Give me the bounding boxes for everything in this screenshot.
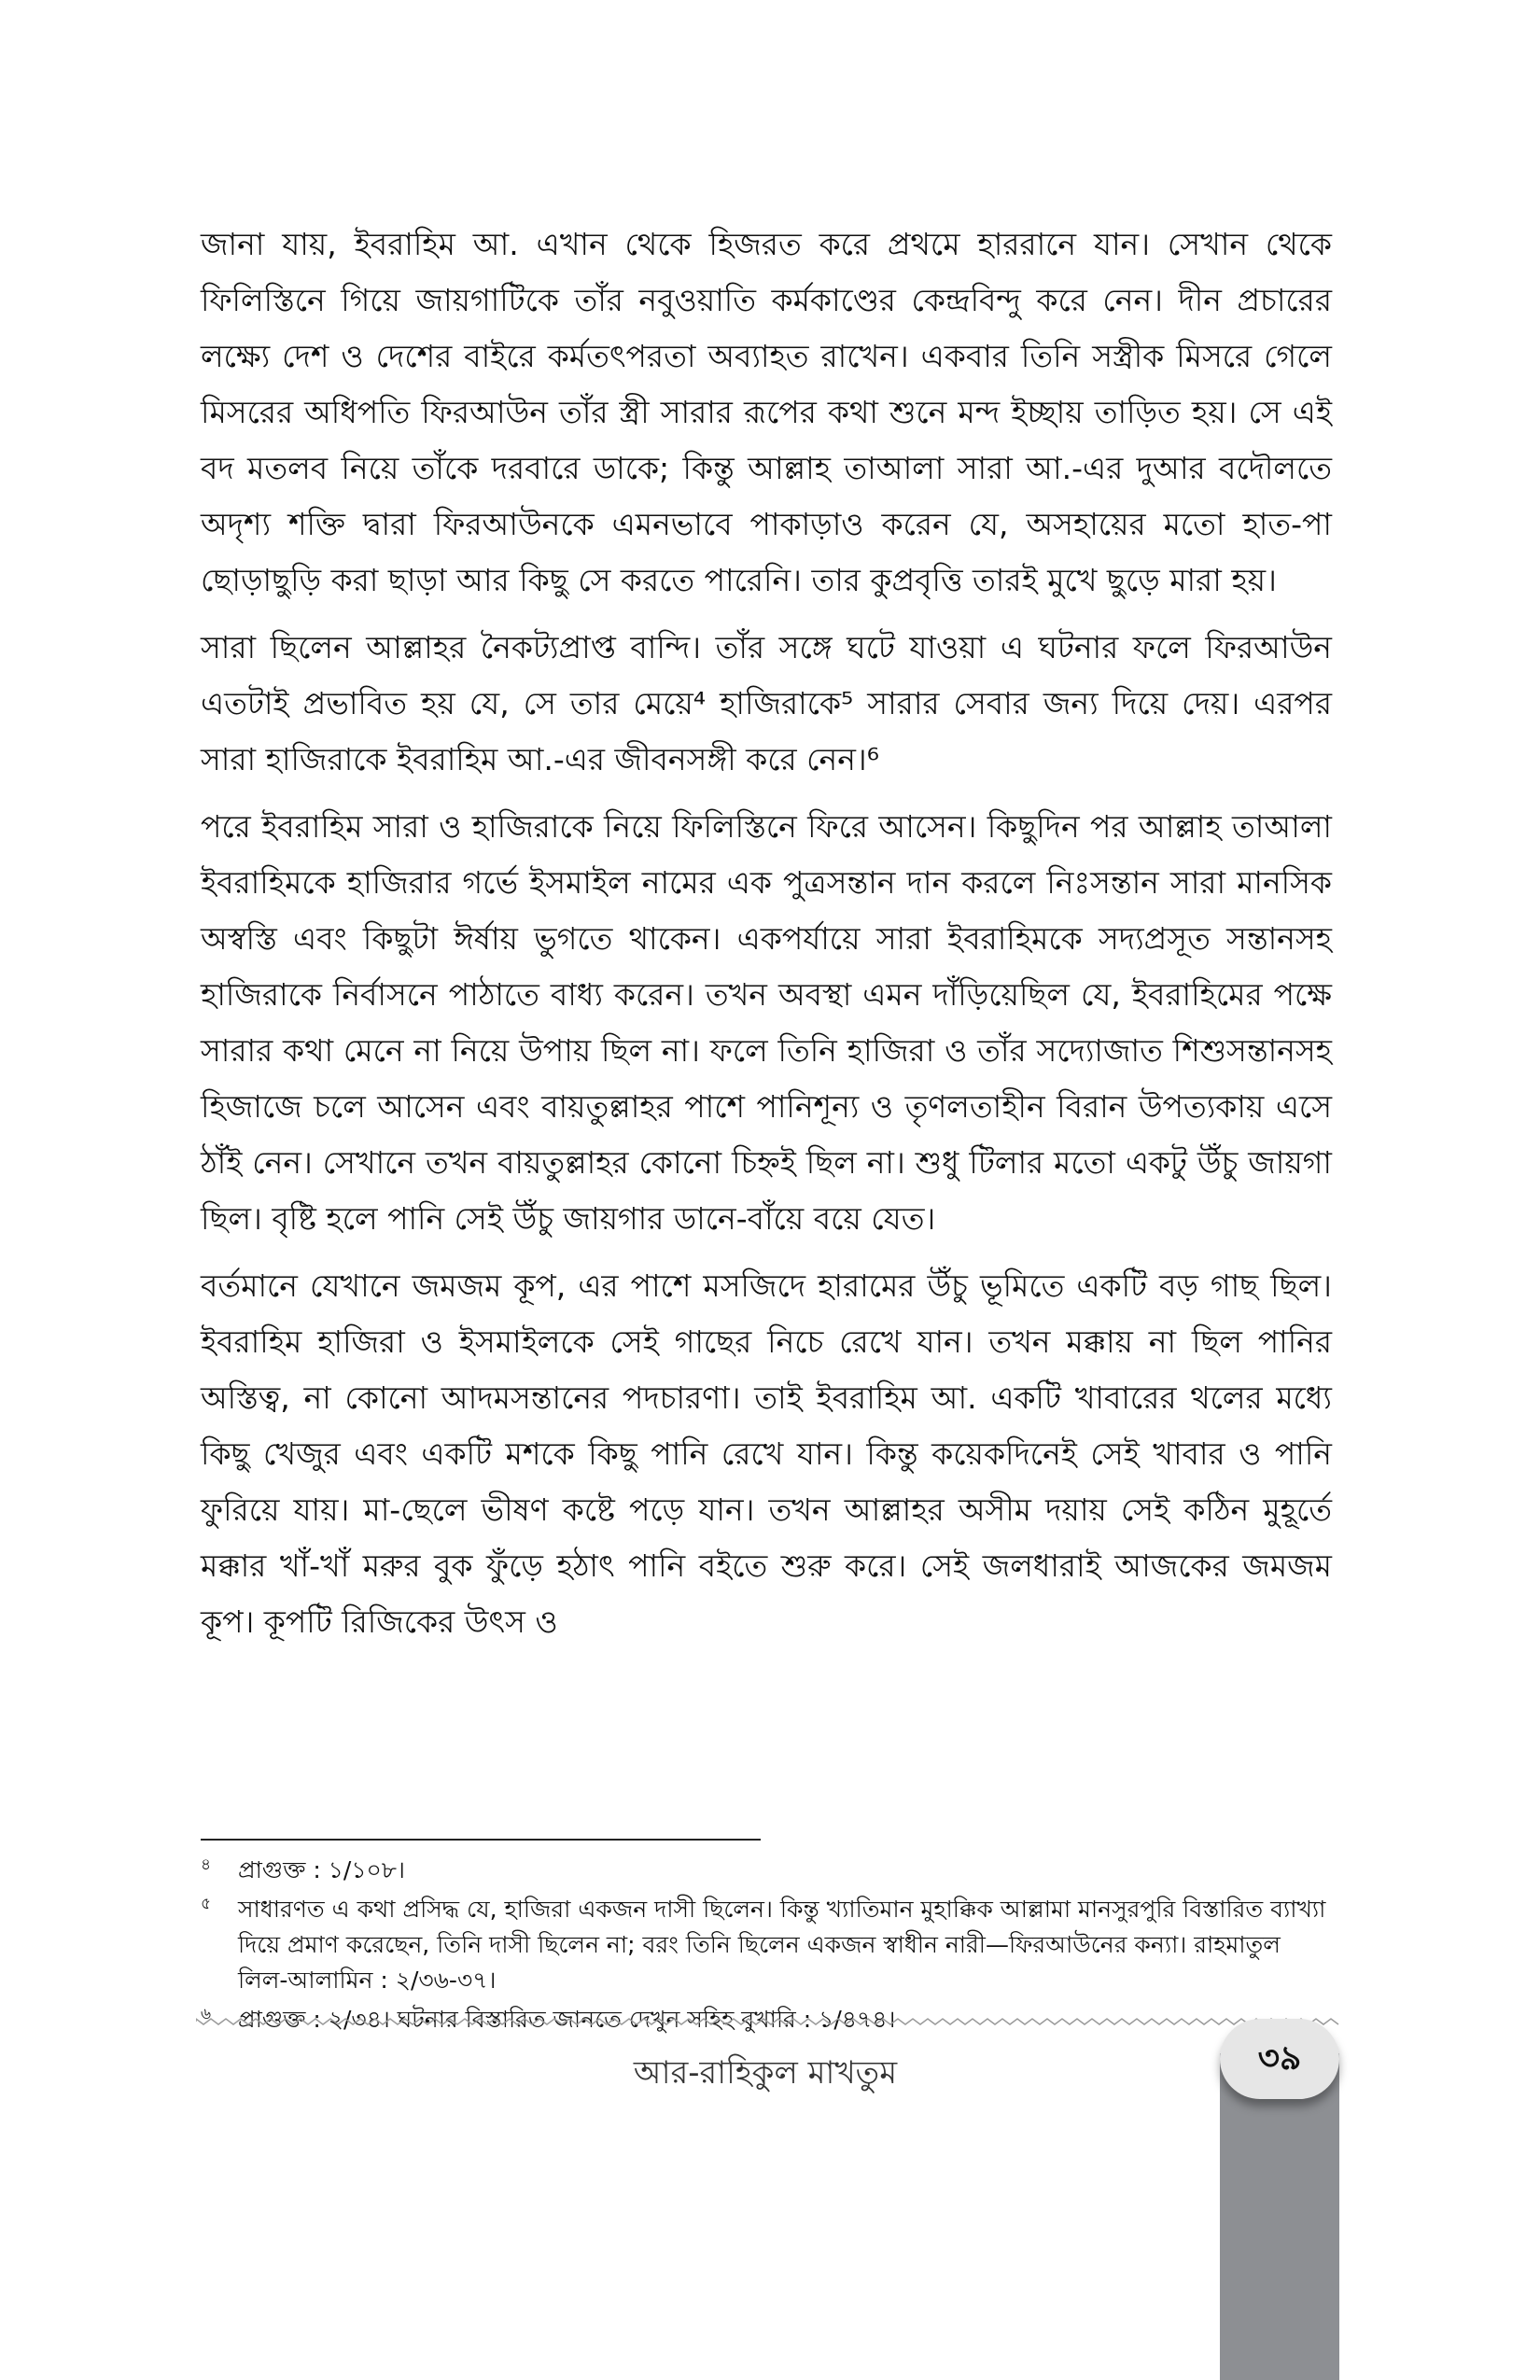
footnote-number: ৬	[201, 2005, 212, 2023]
footnote-text: প্রাগুক্ত : ২/৩৪। ঘটনার বিস্তারিত জানতে দেখুন সহিহ বুখারি : ১/৪৭৪।	[238, 2006, 896, 2033]
paragraph: সারা ছিলেন আল্লাহর নৈকট্যপ্রাপ্ত বান্দি। তাঁর সঙ্গে ঘটে যাওয়া এ ঘটনার ফলে ফিরআউন এতটাই প্রভাবিত হয় যে, সে তার মেয়ে⁴ হাজিরাকে⁵ সারার সেবার জন্য দিয়ে দেয়। এরপর সারা হাজিরাকে ইবরাহিম আ.-এর জীবনসঙ্গী করে নেন।⁶	[201, 629, 1332, 777]
body-text	[201, 217, 1332, 1661]
footnote-text: প্রাগুক্ত : ১/১০৮।	[238, 1856, 405, 1883]
paragraph: বর্তমানে যেখানে জমজম কূপ, এর পাশে মসজিদে হারামের উঁচু ভূমিতে একটি বড় গাছ ছিল। ইবরাহিম হাজিরা ও ইসমাইলকে সেই গাছের নিচে রেখে যান। তখন মক্কায় না ছিল পানির অস্তিত্ব, না কোনো আদমসন্তানের পদচারণা। তাই ইবরাহিম আ. একটি খাবারের থলের মধ্যে কিছু খেজুর এবং একটি মশকে কিছু পানি রেখে যান। কিন্তু কয়েকদিনেই সেই খাবার ও পানি ফুরিয়ে যায়। মা-ছেলে ভীষণ কষ্টে পড়ে যান। তখন আল্লাহর অসীম দয়ায় সেই কঠিন মুহূর্তে মক্কার খাঁ-খাঁ মরুর বুক ফুঁড়ে হঠাৎ পানি বইতে শুরু করে। সেই জলধারাই আজকের জমজম কূপ। কূপটি রিজিকের উৎস ও	[201, 1267, 1332, 1640]
running-footer-title: আর-রাহিকুল মাখতুম	[633, 2054, 898, 2092]
footnote-text: সাধারণত এ কথা প্রসিদ্ধ যে, হাজিরা একজন দাসী ছিলেন। কিন্তু খ্যাতিমান মুহাক্কিক আল্লামা মানসুরপুরি বিস্তারিত ব্যাখ্যা দিয়ে প্রমাণ করেছেন, তিনি দাসী ছিলেন না; বরং তিনি ছিলেন একজন স্বাধীন নারী—ফিরআউনের কন্যা। রাহমাতুল লিল-আলামিন : ২/৩৬-৩৭।	[238, 1896, 1326, 1994]
footnote	[201, 1892, 1332, 1998]
footnote-number: ৪	[201, 1855, 212, 1874]
wavy-divider	[196, 2016, 1339, 2027]
paragraph: পরে ইবরাহিম সারা ও হাজিরাকে নিয়ে ফিলিস্তিনে ফিরে আসেন। কিছুদিন পর আল্লাহ তাআলা ইবরাহিমকে হাজিরার গর্ভে ইসমাইল নামের এক পুত্রসন্তান দান করলে নিঃসন্তান সারা মানসিক অস্বস্তি এবং কিছুটা ঈর্ষায় ভুগতে থাকেন। একপর্যায়ে সারা ইবরাহিমকে সদ্যপ্রসূত সন্তানসহ হাজিরাকে নির্বাসনে পাঠাতে বাধ্য করেন। তখন অবস্থা এমন দাঁড়িয়েছিল যে, ইবরাহিমের পক্ষে সারার কথা মেনে না নিয়ে উপায় ছিল না। ফলে তিনি হাজিরা ও তাঁর সদ্যোজাত শিশুসন্তানসহ হিজাজে চলে আসেন এবং বায়তুল্লাহর পাশে পানিশূন্য ও তৃণলতাহীন বিরান উপত্যকায় এসে ঠাঁই নেন। সেখানে তখন বায়তুল্লাহর কোনো চিহ্নই ছিল না। শুধু টিলার মতো একটু উঁচু জায়গা ছিল। বৃষ্টি হলে পানি সেই উঁচু জায়গার ডানে-বাঁয়ে বয়ে যেত।	[201, 808, 1332, 1237]
footnote-divider	[201, 1839, 761, 1841]
footnote	[201, 1853, 1332, 1888]
paragraph: জানা যায়, ইবরাহিম আ. এখান থেকে হিজরত করে প্রথমে হাররানে যান। সেখান থেকে ফিলিস্তিনে গিয়ে জায়গাটিকে তাঁর নবুওয়াতি কর্মকাণ্ডের কেন্দ্রবিন্দু করে নেন। দীন প্রচারের লক্ষ্যে দেশ ও দেশের বাইরে কর্মতৎপরতা অব্যাহত রাখেন। একবার তিনি সস্ত্রীক মিসরে গেলে মিসরের অধিপতি ফিরআউন তাঁর স্ত্রী সারার রূপের কথা শুনে মন্দ ইচ্ছায় তাড়িত হয়। সে এই বদ মতলব নিয়ে তাঁকে দরবারে ডাকে; কিন্তু আল্লাহ তাআলা সারা আ.-এর দুআর বদৌলতে অদৃশ্য শক্তি দ্বারা ফিরআউনকে এমনভাবে পাকাড়াও করেন যে, অসহায়ের মতো হাত-পা ছোড়াছুড়ি করা ছাড়া আর কিছু সে করতে পারেনি। তার কুপ্রবৃত্তি তারই মুখে ছুড়ে মারা হয়।	[201, 226, 1332, 598]
page-edge-tab	[1220, 2053, 1339, 2380]
page-number-badge: ৩৯	[1220, 2019, 1339, 2099]
footnotes	[201, 1853, 1332, 2041]
footnote-number: ৫	[201, 1895, 212, 1913]
